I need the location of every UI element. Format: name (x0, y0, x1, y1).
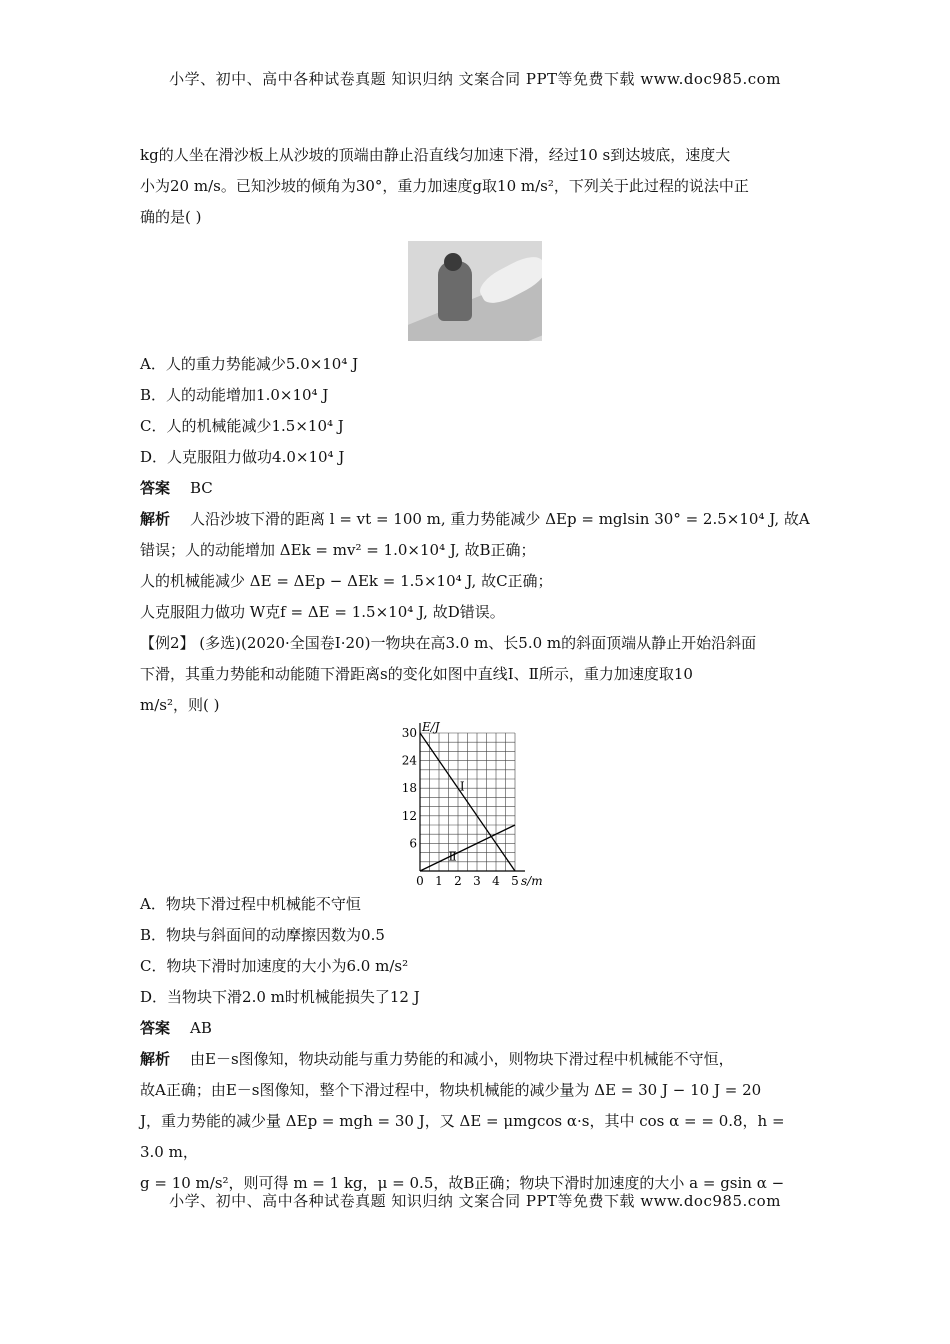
chart-svg (398, 721, 548, 889)
q1-answer-value: BC (190, 479, 213, 497)
q1-option-c: C．人的机械能减少1.5×10⁴ J (140, 417, 344, 435)
q1-option-b: B．人的动能增加1.0×10⁴ J (140, 386, 329, 404)
y-tick-label: 30 (401, 726, 417, 740)
q2-option-b: B．物块与斜面间的动摩擦因数为0.5 (140, 926, 385, 944)
q2-answer (140, 1013, 812, 1044)
q1-analysis-line-4: 人克服阻力做功 W克f = ΔE = 1.5×10⁴ J, 故D错误。 (140, 603, 505, 621)
energy-distance-chart (398, 721, 548, 889)
q1-analysis-line-3: 人的机械能减少 ΔE = ΔEp − ΔEk = 1.5×10⁴ J, 故C正确； (140, 572, 553, 590)
q2-option-c: C．物块下滑时加速度的大小为6.0 m/s² (140, 957, 409, 975)
x-tick-label: 3 (473, 874, 481, 888)
q2-option-d: D．当物块下滑2.0 m时机械能损失了12 J (140, 988, 420, 1006)
document-body (140, 140, 812, 1199)
q2-answer-label: 答案 (140, 1019, 171, 1037)
x-tick-label: 2 (454, 874, 462, 888)
page-footer: 小学、初中、高中各种试卷真题 知识归纳 文案合同 PPT等免费下载 www.doc985.com (169, 1192, 781, 1210)
q1-analysis-label: 解析 (140, 510, 171, 528)
q2-analysis-line-2: 故A正确；由E－s图像知，整个下滑过程中，物块机械能的减少量为 ΔE = 30 J − 10 J = 20 (140, 1081, 762, 1099)
y-axis-label: E/J (422, 721, 440, 734)
q2-option-a: A．物块下滑过程中机械能不守恒 (140, 895, 361, 913)
q1-analysis-text-1: 人沿沙坡下滑的距离 l = vt = 100 m, 重力势能减少 ΔEp = mglsin 30° = 2.5×10⁴ J, 故A (190, 510, 810, 528)
q2-analysis-label: 解析 (140, 1050, 171, 1068)
q1-stem-line-3: 确的是( ) (140, 208, 202, 226)
q1-answer (140, 473, 812, 504)
q1-stem-line-2: 小为20 m/s。已知沙坡的倾角为30°，重力加速度g取10 m/s²，下列关于此过程的说法中正 (140, 177, 749, 195)
q2-answer-value: AB (190, 1019, 212, 1037)
x-tick-label: 1 (435, 874, 443, 888)
x-tick-label: 5 (511, 874, 519, 888)
sandboarding-photo (408, 241, 542, 341)
series-label-1: Ⅰ (459, 779, 465, 794)
q2-stem-line-3: m/s²，则( ) (140, 696, 220, 714)
q1-option-a: A．人的重力势能减少5.0×10⁴ J (140, 355, 359, 373)
q2-stem-line-2: 下滑，其重力势能和动能随下滑距离s的变化如图中直线Ⅰ、Ⅱ所示，重力加速度取10 (140, 665, 693, 683)
q2-stem-line-1: 【例2】 (多选)(2020·全国卷Ⅰ·20)一物块在高3.0 m、长5.0 m的斜面顶端从静止开始沿斜面 (140, 634, 757, 652)
x-tick-label: 4 (492, 874, 500, 888)
q2-analysis-line-4: g = 10 m/s²，则可得 m = 1 kg，μ = 0.5，故B正确；物块下滑时加速度的大小 a = gsin α − (140, 1174, 785, 1192)
q1-option-d: D．人克服阻力做功4.0×10⁴ J (140, 448, 345, 466)
page-header: 小学、初中、高中各种试卷真题 知识归纳 文案合同 PPT等免费下载 www.doc985.com (169, 70, 781, 88)
q1-analysis-line-2: 错误；人的动能增加 ΔEk = mv² = 1.0×10⁴ J, 故B正确； (140, 541, 536, 559)
q2-analysis-line-1 (140, 1044, 812, 1075)
y-tick-label: 24 (401, 753, 417, 768)
y-tick-label: 12 (401, 808, 417, 823)
q2-analysis-text-1: 由E－s图像知，物块动能与重力势能的和减小，则物块下滑过程中机械能不守恒， (190, 1050, 734, 1068)
series-label-2: Ⅱ (448, 849, 457, 864)
x-axis-label: s/m (521, 874, 543, 888)
y-tick-label: 6 (409, 836, 417, 851)
q1-stem-line-1: kg的人坐在滑沙板上从沙坡的顶端由静止沿直线匀加速下滑，经过10 s到达坡底，速度大 (140, 146, 731, 164)
q1-answer-label: 答案 (140, 479, 171, 497)
x-tick-label: 0 (416, 874, 424, 888)
q1-analysis-line-1 (140, 504, 812, 535)
q2-analysis-line-3: J，重力势能的减少量 ΔEp = mgh = 30 J，又 ΔE = μmgcos α·s，其中 cos α = = 0.8，h = 3.0 m， (140, 1112, 785, 1161)
y-tick-label: 18 (401, 781, 417, 796)
